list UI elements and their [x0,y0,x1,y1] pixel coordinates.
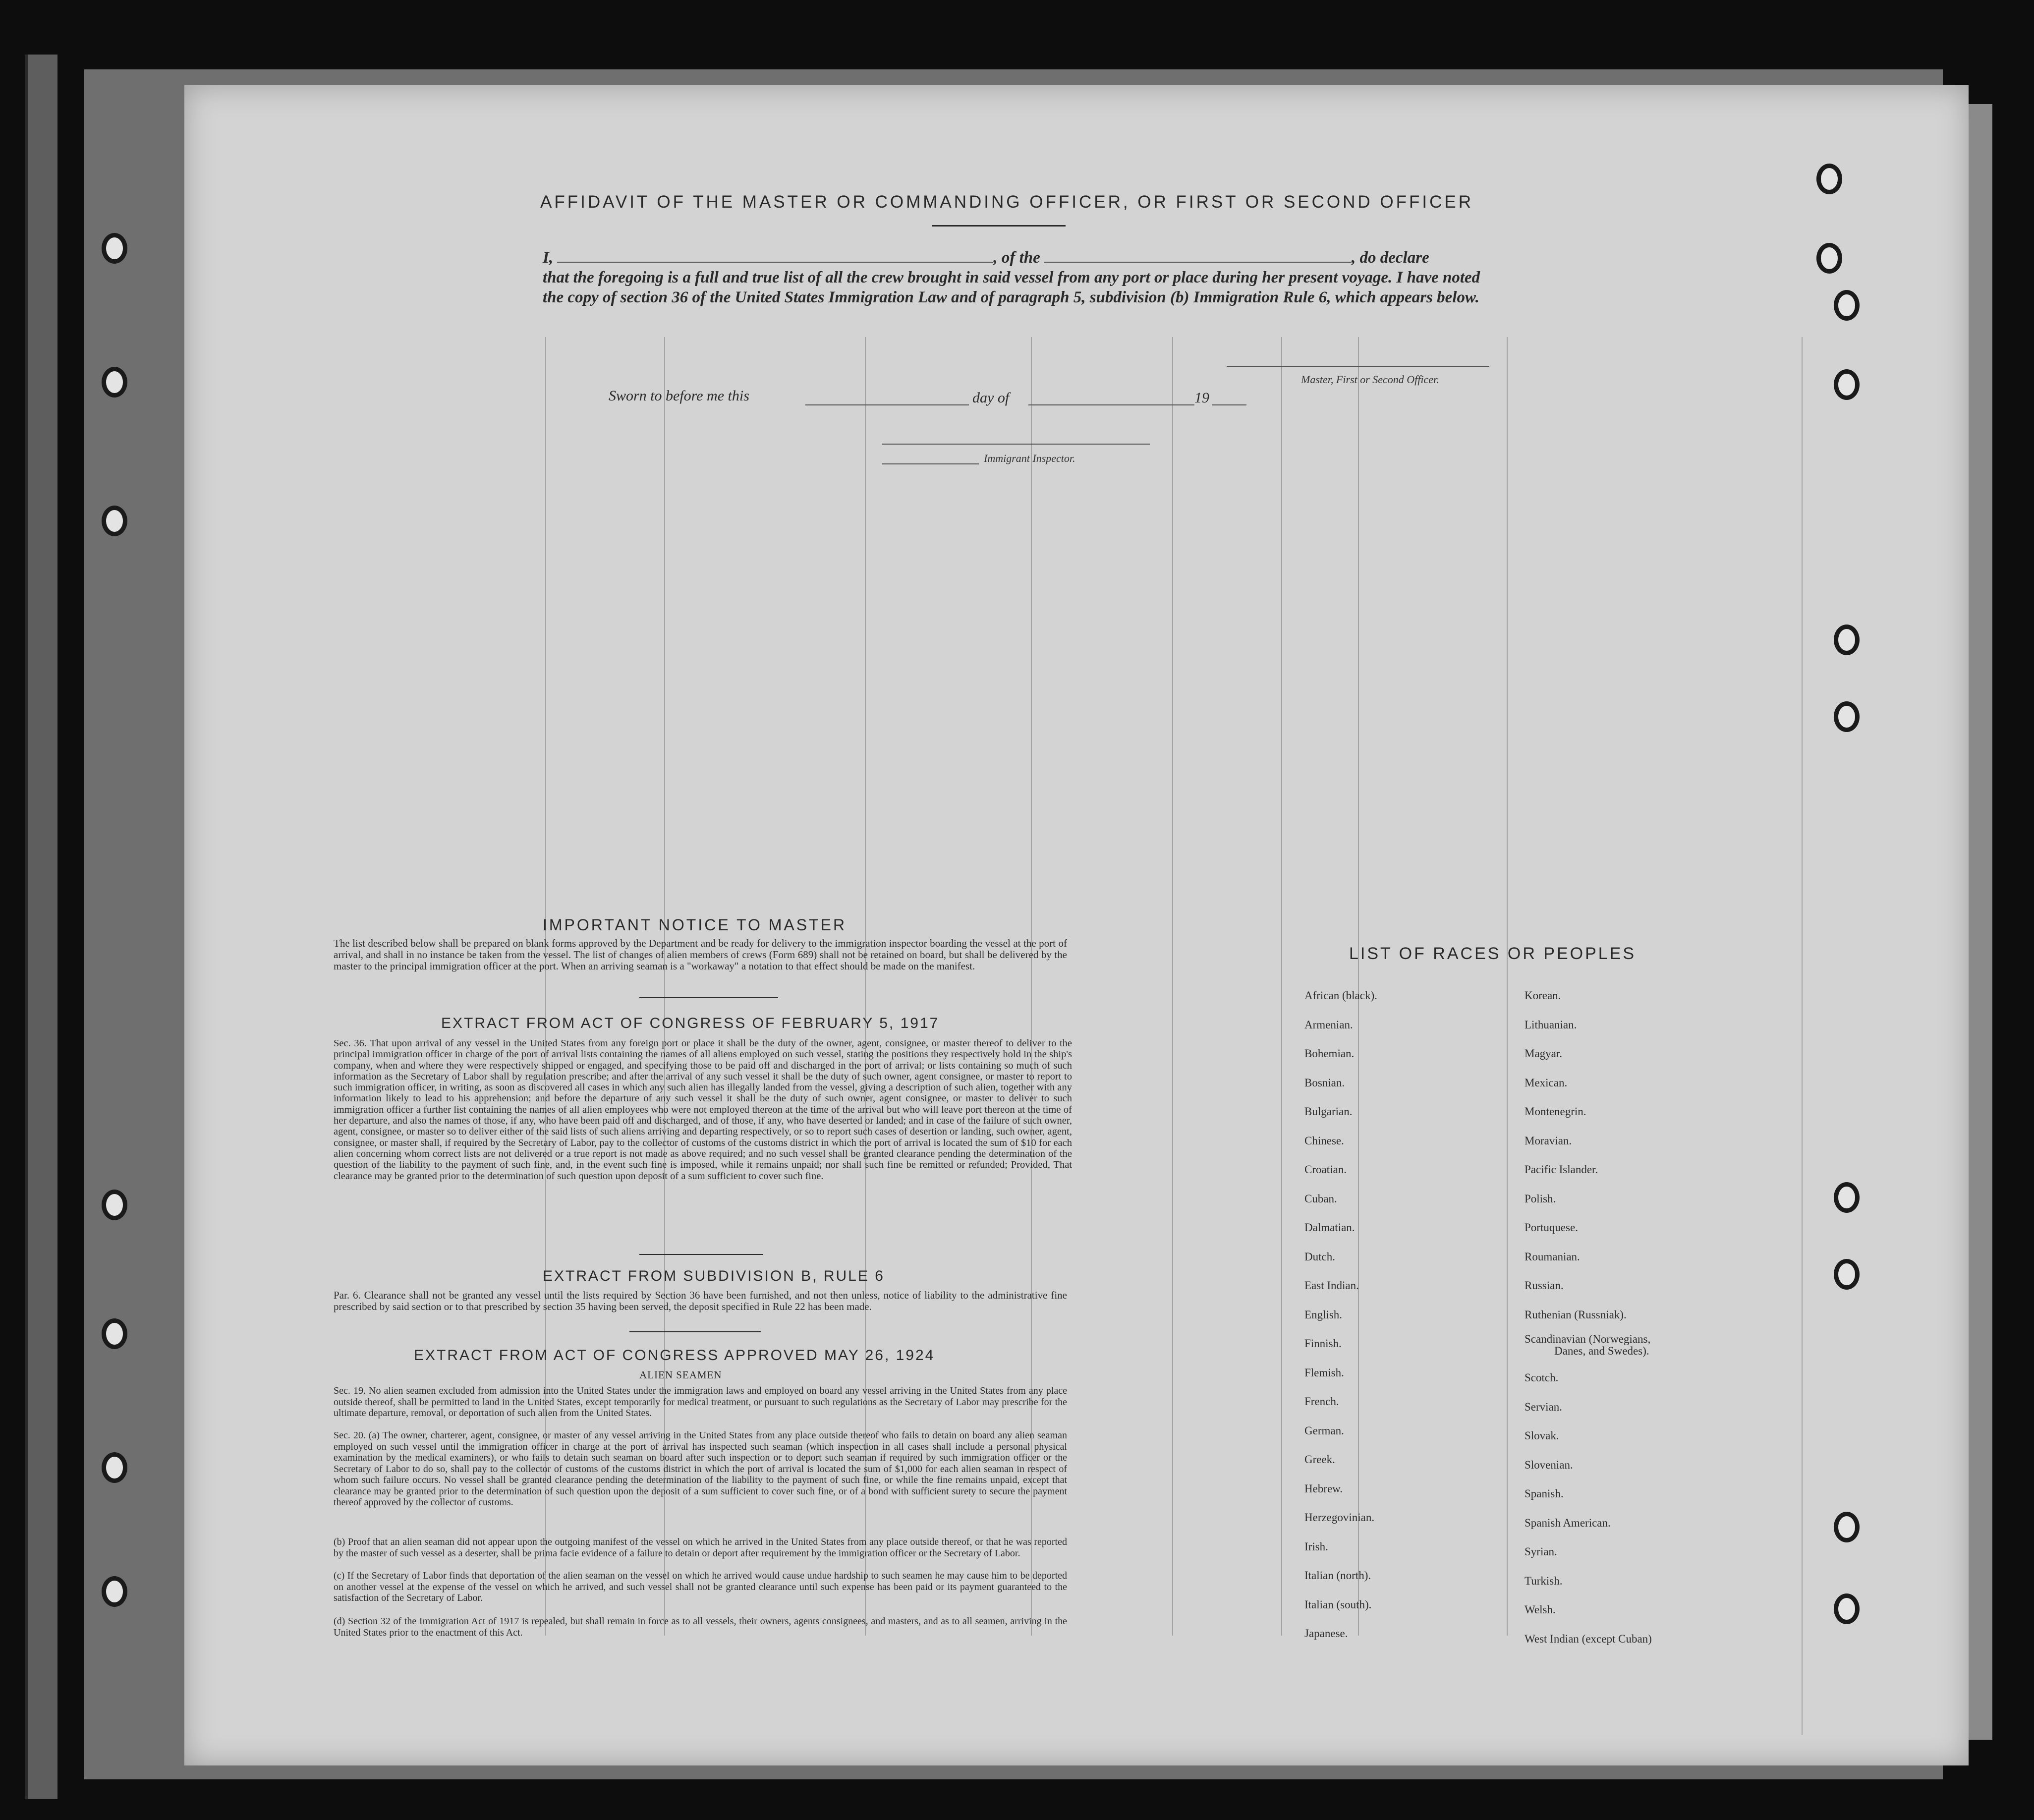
race-item: Roumanian. [1525,1250,1580,1263]
extract-rule6-heading: EXTRACT FROM SUBDIVISION B, RULE 6 [543,1268,885,1284]
race-item: Polish. [1525,1192,1556,1205]
race-item: Irish. [1304,1540,1328,1553]
month-blank[interactable] [1028,404,1194,405]
affidavit-declaration [543,248,1494,307]
inspector-label: Immigrant Inspector. [984,452,1075,464]
punch-hole [102,1318,127,1349]
inspector-line-short [882,463,979,464]
column-line [1507,337,1508,1636]
punch-hole [102,506,127,536]
race-item: Herzegovinian. [1304,1511,1375,1524]
race-item: Flemish. [1304,1366,1344,1379]
year-blank[interactable] [1212,404,1246,405]
extract-1917-text: Sec. 36. That upon arrival of any vessel in the United States from any foreign port or place it shall be the duty of the owner, agent, consignee, or master thereof to deliver to the principal immigration officer in charge of the port of arrival lists containing the names of all aliens employed on such vessel, stating the positions they respectively hold in the ship's company, when and where they were respectively shipped or engaged, and specifying those to be paid off and discharged in the port of arrival; or lists containing so much of such information as the Secretary of Labor shall by regulation prescribe; and after the arrival of any such vessel it shall be the duty of such owner, agent consignee, or master to report to such immigration officer, in writing, as soon as discovered all cases in which any such alien has illegally landed from the vessel, giving a description of such alien, together with any information likely to lead to his apprehension; and before the departure of any such vessel it shall be the duty of such owner, agent consignee, or master to deliver to such immigration officer a further list containing the names of all alien employees who were not employed thereon at the time of the arrival but who will leave port thereon at the time of her departure, and also the names of those, if any, who have been paid off and discharged, and of those, if any, who have deserted or landed; and in case of the failure of such owner, agent, consignee, or master so to deliver either of the said lists of such aliens arriving and departing respectively, or so to report such cases of desertion or landing, such owner, agent, consignee, or master shall, if required by the Secretary of Labor, pay to the collector of customs of the customs district in which the port of arrival is located the sum of $10 for each alien concerning whom correct lists are not delivered or a true report is not made as above required; and no such vessel shall be granted clearance pending the determination of the question of the liability to the payment of such fine, and, in the event such fine is imposed, while it remains unpaid; nor shall such fine be remitted or refunded; Provided, That clearance may be granted prior to the determination of such question upon deposit of a sum sufficient to cover such fine. [334,1038,1072,1182]
extract-1924-paragraph: (b) Proof that an alien seaman did not appear upon the outgoing manifest of the vessel on which he arrived in the United States from any place outside thereof, or that he was reported by the master of such vessel as a deserter, shall be prima facie evidence of a failure to detain or deport after requirement by the immigration officer or the Secretary of Labor. [334,1536,1067,1559]
races-right-column [1525,981,1652,1653]
race-item: Italian (south). [1304,1598,1372,1611]
race-item: Russian. [1525,1279,1564,1292]
race-item: Armenian. [1304,1018,1353,1031]
race-item: Chinese. [1304,1134,1344,1147]
vessel-blank[interactable] [1044,262,1352,263]
race-item: Spanish. [1525,1487,1564,1500]
race-item: Italian (north). [1304,1569,1371,1582]
i-label: I, [543,249,554,267]
declaration-first-line [543,248,1494,268]
extract-1924-paragraph: (d) Section 32 of the Immigration Act of 1917 is repealed, but shall remain in force as to all vessels, their owners, agents consignees, and masters, and as to all seamen, arriving in the United States prior to the enactment of this Act. [334,1616,1067,1638]
extract-1924-heading: EXTRACT FROM ACT OF CONGRESS APPROVED MAY 26, 1924 [414,1347,935,1364]
race-item: Scotch. [1525,1371,1559,1384]
punch-hole [1834,1512,1860,1542]
race-item: Dalmatian. [1304,1221,1355,1234]
column-line [1172,337,1173,1636]
race-item: Spanish American. [1525,1516,1611,1529]
name-blank[interactable] [557,262,993,263]
race-item: French. [1304,1395,1339,1408]
extract-1924-paragraph: Sec. 20. (a) The owner, charterer, agent, consignee, or master of any vessel arriving in the United States from any place outside thereof who fails to detain on board any alien seaman employed on such vessel until the immigration officer in charge at the port of arrival has inspected such seaman (which inspection in all cases shall include a personal physical examination by the medical examiners), or who fails to detain such seaman on board after such inspection or to deport such seaman if required by such immigration officer or the Secretary of Labor to do so, shall pay to the collector of customs of the customs district in which the port of arrival is located the sum of $1,000 for each alien seaman in respect of whom such failure occurs. No vessel shall be granted clearance pending the determination of the liability to the payment of such fine, or while the fine remains unpaid, except that clearance may be granted prior to the determination of such question upon the deposit of a sum sufficient to cover such fine, or of a bond with sufficient surety to secure the payment thereof approved by the collector of customs. [334,1430,1067,1508]
punch-hole [1816,243,1842,274]
race-item: Syrian. [1525,1545,1557,1558]
punch-hole [102,1576,127,1607]
sworn-label: Sworn to before me this [609,388,749,404]
punch-hole [102,1190,127,1220]
day-of-label: day of [972,390,1010,406]
race-item: Korean. [1525,989,1561,1002]
notice-heading: IMPORTANT NOTICE TO MASTER [543,916,847,934]
race-item: Montenegrin. [1525,1105,1586,1118]
race-item: Croatian. [1304,1163,1347,1176]
race-item: Ruthenian (Russniak). [1525,1308,1627,1321]
race-item: Welsh. [1525,1603,1556,1616]
race-item: Danes, and Swedes). [1554,1345,1649,1357]
race-item: Turkish. [1525,1574,1563,1587]
of-the-label: , of the [993,249,1040,267]
extract-1924-paragraph: (c) If the Secretary of Labor finds that deportation of the alien seaman on the vessel on which he arrived would cause undue hardship to such seamen he may cause him to be deported on another vessel at the expense of the vessel on which he arrived, and such vessel shall not be granted clearance until such expense has been paid or its payment guaranteed to the satisfaction of the Secretary of Labor. [334,1570,1067,1603]
race-item: Moravian. [1525,1134,1572,1147]
race-item: English. [1304,1308,1343,1321]
column-line [1281,337,1282,1636]
race-item: Mexican. [1525,1076,1568,1089]
punch-hole [1834,625,1860,655]
sworn-blank[interactable] [805,404,969,405]
extract-1924-subheading: ALIEN SEAMEN [639,1369,722,1381]
race-item: Greek. [1304,1453,1335,1466]
punch-hole [1834,1182,1860,1213]
manifest-sheet [184,85,1969,1765]
extract-1924-paragraph: Sec. 19. No alien seamen excluded from admission into the United States under the immigration laws and employed on board any vessel arriving in the United States from any place outside thereof, shall be permitted to land in the United States, except temporarily for medical treatment, or pursuant to such regulations as the Secretary of Labor may prescribe for the ultimate departure, removal, or deportation of such alien from the United States. [334,1385,1067,1419]
divider [639,997,778,998]
race-item: West Indian (except Cuban) [1525,1632,1652,1645]
extract-rule6-text: Par. 6. Clearance shall not be granted any vessel until the lists required by Section 36 have been furnished, and not then unless, notice of liability to the administrative fine prescribed by said section or to that prescribed by section 35 having been served, the deposit specified in Rule 22 has been made. [334,1289,1067,1312]
race-item: Bohemian. [1304,1047,1355,1060]
races-left-column [1304,981,1377,1649]
races-heading: LIST OF RACES OR PEOPLES [1349,944,1637,963]
punch-hole [1834,290,1860,321]
column-line [1802,337,1803,1735]
punch-hole [102,233,127,264]
punch-hole [1834,701,1860,732]
affidavit-title: AFFIDAVIT OF THE MASTER OR COMMANDING OFFICER, OR FIRST OR SECOND OFFICER [540,192,1474,212]
race-item: Pacific Islander. [1525,1163,1598,1176]
race-item: Hebrew. [1304,1482,1343,1495]
year-prefix: 19 [1194,390,1209,406]
do-declare-label: , do declare [1352,249,1429,267]
punch-hole [1834,1593,1860,1624]
race-item: Portuquese. [1525,1221,1578,1234]
signer-label: Master, First or Second Officer. [1301,373,1439,386]
divider [629,1331,761,1332]
punch-hole [102,367,127,398]
race-item: Bosnian. [1304,1076,1345,1089]
race-item: Slovenian. [1525,1458,1573,1471]
race-item: East Indian. [1304,1279,1359,1292]
punch-hole [1816,164,1842,194]
race-item: Lithuanian. [1525,1018,1577,1031]
race-item: Slovak. [1525,1429,1559,1442]
race-item: Bulgarian. [1304,1105,1353,1118]
notice-text: The list described below shall be prepared on blank forms approved by the Department and be ready for delivery to the immigration inspector boarding the vessel at the port of arrival, and shall in no instance be taken from the vessel. The list of changes of alien members of crews (Form 689) shall not be retained on board, but shall be delivered by the master to the principal immigration officer at the port. When an arriving seaman is a "workaway" a notation to that effect should be made on the manifest. [334,937,1067,972]
extract-1917-heading: EXTRACT FROM ACT OF CONGRESS OF FEBRUARY 5, 1917 [441,1015,940,1031]
punch-hole [1834,1259,1860,1290]
race-item: Servian. [1525,1400,1563,1413]
race-item: Japanese. [1304,1627,1348,1640]
race-item: German. [1304,1424,1344,1437]
race-item: African (black). [1304,989,1377,1002]
declaration-body: that the foregoing is a full and true list of all the crew brought in said vessel from any port or place during her present voyage. I have noted the copy of section 36 of the United States Immigration Law and of paragraph 5, subdivision (b) Immigration Rule 6, which appears below. [543,269,1480,306]
left-binder-strip [25,55,57,1799]
race-item-two-line [1525,1329,1652,1357]
race-item: Magyar. [1525,1047,1563,1060]
signature-line[interactable] [1227,366,1489,367]
title-underline [932,225,1066,227]
race-item: Scandinavian (Norwegians, [1525,1333,1651,1345]
race-item: Cuban. [1304,1192,1337,1205]
divider [639,1254,763,1255]
race-item: Finnish. [1304,1337,1342,1350]
punch-hole [1834,369,1860,400]
inspector-line[interactable] [882,444,1150,445]
punch-hole [102,1452,127,1483]
race-item: Dutch. [1304,1250,1335,1263]
